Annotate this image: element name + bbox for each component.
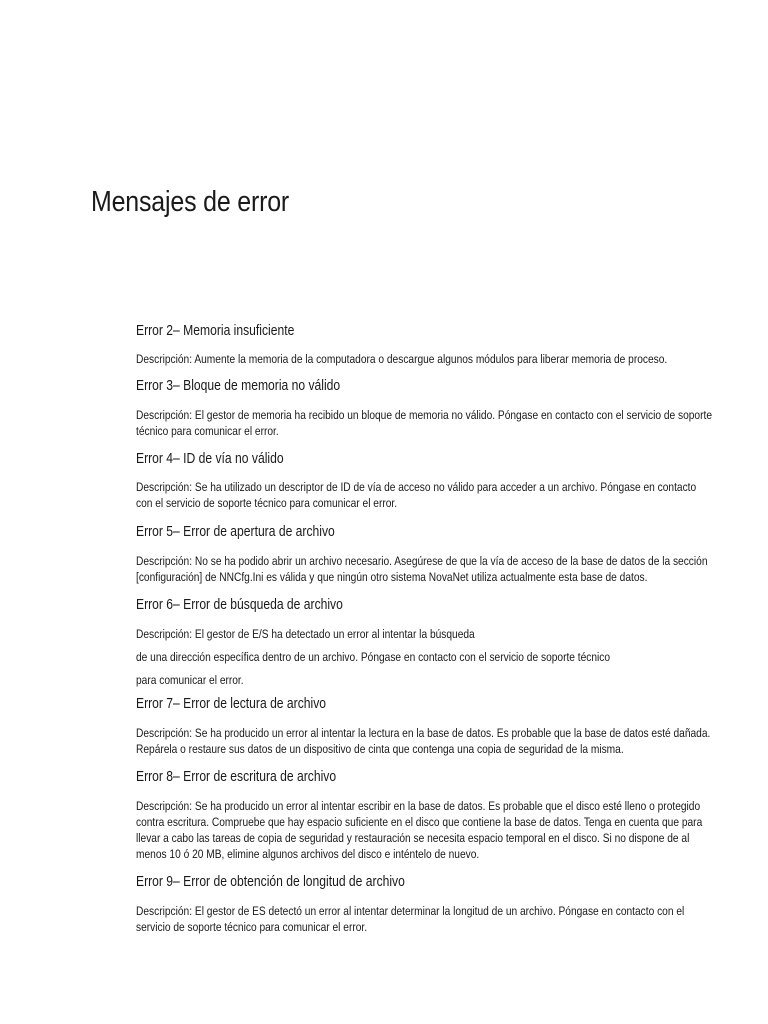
error-description: [136, 407, 721, 439]
page-title: Mensajes de error: [91, 186, 290, 218]
error-heading: Error 2– Memoria insuficiente: [136, 323, 295, 339]
description-label: Descripción:: [136, 554, 193, 568]
description-label: Descripción:: [136, 904, 193, 918]
error-heading: Error 9– Error de obtención de longitud de archivo: [136, 874, 405, 890]
error-entry: [136, 695, 721, 757]
description-text: Se ha utilizado un descriptor de ID de vía de acceso no válido para acceder a un archivo. Póngase en contacto: [192, 480, 697, 494]
description-line: [configuración] de NNCfg.Ini es válida y que ningún otro sistema NovaNet utiliza actualmente esta base de datos.: [136, 570, 648, 584]
error-entry: [136, 322, 721, 367]
description-line: [136, 407, 721, 423]
description-line: para comunicar el error.: [136, 673, 244, 687]
error-heading: Error 5– Error de apertura de archivo: [136, 524, 335, 540]
description-text: Se ha producido un error al intentar escribir en la base de datos. Es probable que el disco esté lleno o protegido: [192, 799, 701, 813]
error-entry: [136, 523, 721, 585]
error-description: [136, 725, 721, 757]
description-text: El gestor de E/S ha detectado un error al intentar la búsqueda: [192, 627, 475, 641]
description-line: con el servicio de soporte técnico para comunicar el error.: [136, 496, 398, 510]
description-line: [136, 725, 721, 741]
error-entry: [136, 377, 721, 439]
description-line: de una dirección específica dentro de un archivo. Póngase en contacto con el servicio de soporte técnico: [136, 650, 611, 664]
error-entry: [136, 450, 721, 511]
description-text: El gestor de memoria ha recibido un bloque de memoria no válido. Póngase en contacto con el servicio de soporte: [192, 408, 713, 422]
error-heading: Error 6– Error de búsqueda de archivo: [136, 597, 343, 613]
description-line: [136, 351, 721, 367]
description-line: Repárela o restaure sus datos de un dispositivo de cinta que contenga una copia de seguridad de la misma.: [136, 742, 624, 756]
description-label: Descripción:: [136, 799, 193, 813]
error-entry: [136, 596, 721, 688]
description-line: técnico para comunicar el error.: [136, 424, 279, 438]
error-heading: Error 4– ID de vía no válido: [136, 451, 284, 467]
description-line: [136, 553, 721, 569]
description-label: Descripción:: [136, 726, 193, 740]
description-line: menos 10 ó 20 MB, elimine algunos archivos del disco e inténtelo de nuevo.: [136, 847, 480, 861]
description-text: No se ha podido abrir un archivo necesario. Asegúrese de que la vía de acceso de la base de datos de la sección: [192, 554, 708, 568]
error-entry: [136, 768, 721, 862]
description-label: Descripción:: [136, 480, 193, 494]
description-line: servicio de soporte técnico para comunicar el error.: [136, 920, 368, 934]
error-description: [136, 351, 721, 367]
error-entry: [136, 873, 721, 935]
description-line: [136, 798, 721, 814]
description-line: [136, 626, 721, 642]
error-description: [136, 626, 721, 688]
description-line: contra escritura. Compruebe que hay espacio suficiente en el disco que contiene la base de datos. Tenga en cuenta que para: [136, 815, 703, 829]
description-text: El gestor de ES detectó un error al intentar determinar la longitud de un archivo. Póngase en contacto con el: [192, 904, 685, 918]
description-label: Descripción:: [136, 627, 193, 641]
description-label: Descripción:: [136, 352, 193, 366]
description-label: Descripción:: [136, 408, 193, 422]
error-description: [136, 479, 721, 511]
description-text: Se ha producido un error al intentar la lectura en la base de datos. Es probable que la base de datos esté dañada.: [192, 726, 711, 740]
error-description: [136, 553, 721, 585]
error-heading: Error 7– Error de lectura de archivo: [136, 696, 326, 712]
description-line: [136, 903, 721, 919]
error-heading: Error 8– Error de escritura de archivo: [136, 769, 337, 785]
error-list: [136, 322, 721, 935]
description-text: Aumente la memoria de la computadora o descargue algunos módulos para liberar memoria de proceso.: [192, 352, 668, 366]
error-heading: Error 3– Bloque de memoria no válido: [136, 378, 341, 394]
description-line: llevar a cabo las tareas de copia de seguridad y restauración se necesita espacio temporal en el disco. Si no dispone de al: [136, 831, 690, 845]
error-description: [136, 903, 721, 935]
error-description: [136, 798, 721, 862]
description-line: [136, 479, 721, 495]
